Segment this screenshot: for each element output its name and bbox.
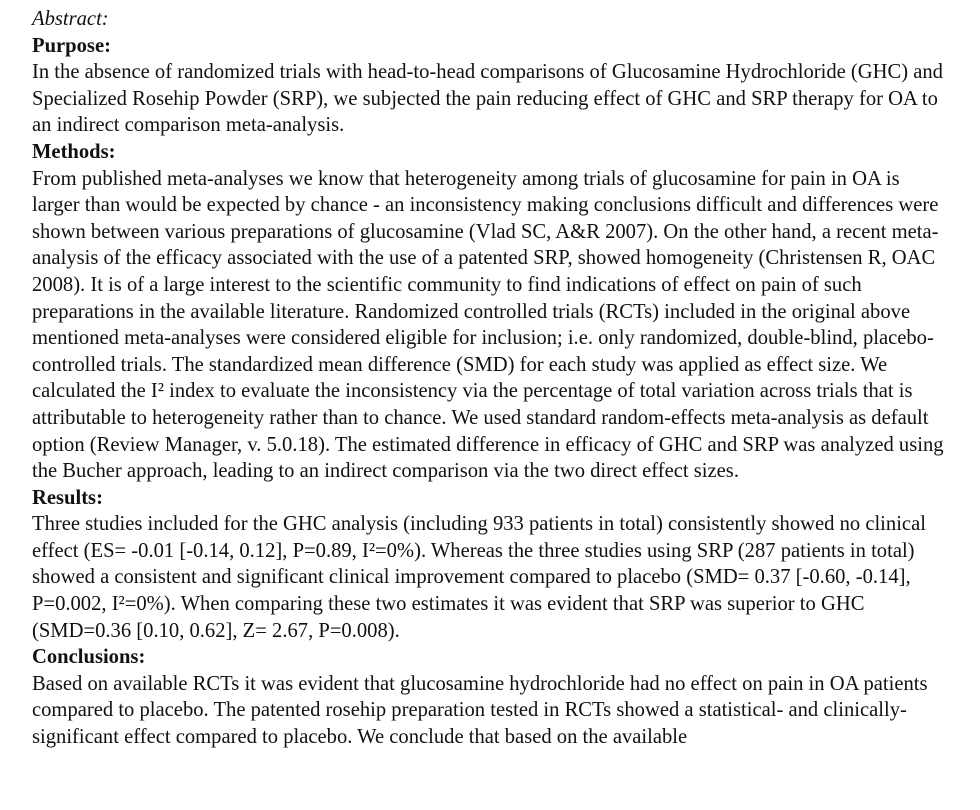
abstract-label: Abstract: <box>32 8 109 30</box>
purpose-heading: Purpose: <box>32 34 111 57</box>
methods-heading: Methods: <box>32 140 116 163</box>
methods-text: From published meta-analyses we know that heterogeneity among trials of glucosamine for pain in OA is larger than would be expected by chance - an inconsistency making conclusions difficult and differences were shown between various preparations of glucosamine (Vlad SC, A&R 2007). On the other hand, a recent meta-analysis of the efficacy associated with the use of a patented SRP, showed homogeneity (Christensen R, OAC 2008). It is of a large interest to the scientific community to find indications of effect on pain of such preparations in the available literature. Randomized controlled trials (RCTs) included in the original above mentioned meta-analyses were considered eligible for inclusion; i.e. only randomized, double-blind, placebo-controlled trials. The standardized mean difference (SMD) for each study was applied as effect size. We calculated the I² index to evaluate the inconsistency via the percentage of total variation across trials that is attributable to heterogeneity rather than to chance. We used standard random-effects meta-analysis as default option (Review Manager, v. 5.0.18). The estimated difference in efficacy of GHC and SRP was analyzed using the Bucher approach, leading to an indirect comparison via the two direct effect sizes. <box>32 167 944 483</box>
conclusions-section <box>32 644 952 750</box>
conclusions-text: Based on available RCTs it was evident that glucosamine hydrochloride had no effect on pain in OA patients compared to placebo. The patented rosehip preparation tested in RCTs showed a statistical- and clinically-significant effect compared to placebo. We conclude that based on the available <box>32 672 928 749</box>
purpose-section <box>32 33 952 139</box>
results-section <box>32 485 952 645</box>
results-text: Three studies included for the GHC analysis (including 933 patients in total) consistently showed no clinical effect (ES= -0.01 [-0.14, 0.12], P=0.89, I²=0%). Whereas the three studies using SRP (287 patients in total) showed a consistent and significant clinical improvement compared to placebo (SMD= 0.37 [-0.60, -0.14], P=0.002, I²=0%). When comparing these two estimates it was evident that SRP was superior to GHC (SMD=0.36 [0.10, 0.62], Z= 2.67, P=0.008). <box>32 513 926 642</box>
methods-section <box>32 139 952 485</box>
results-heading: Results: <box>32 486 103 509</box>
purpose-text: In the absence of randomized trials with head-to-head comparisons of Glucosamine Hydrochloride (GHC) and Specialized Rosehip Powder (SRP), we subjected the pain reducing effect of GHC and SRP therapy for OA to an indirect comparison meta-analysis. <box>32 61 943 137</box>
conclusions-heading: Conclusions: <box>32 646 146 669</box>
